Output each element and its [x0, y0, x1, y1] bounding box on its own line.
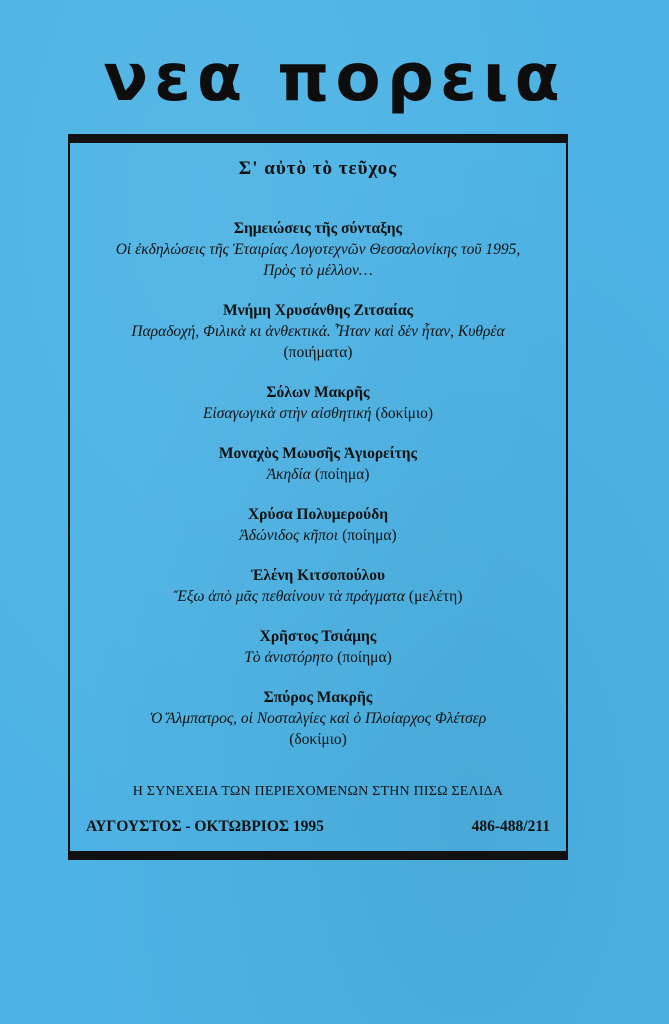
contents-heading: Σ' αὐτὸ τὸ τεῦχος — [238, 158, 398, 179]
toc-entry — [100, 382, 536, 424]
entry-author: Σπύρος Μακρῆς — [263, 689, 373, 706]
entry-title: Ἀκηδία — [266, 466, 311, 483]
entry-title: Ἔξω ἀπὸ μᾶς πεθαίνουν τὰ πράγματα — [173, 588, 405, 605]
entry-title: Παραδοχή, Φιλικὰ κι ἀνθεκτικά. Ἦταν καὶ δὲν ἦταν, Κυθρέα — [131, 323, 505, 340]
entry-genre: (δοκίμιο) — [289, 731, 347, 748]
entry-title: Εἰσαγωγικὰ στὴν αἰσθητική — [202, 405, 372, 422]
toc-entry — [100, 504, 536, 546]
entry-author: Μνήμη Χρυσάνθης Ζιτσαίας — [222, 302, 414, 319]
entry-author: Σόλων Μακρῆς — [266, 384, 370, 401]
entry-author: Ἑλένη Κιτσοπούλου — [250, 567, 386, 584]
toc-entry — [100, 626, 536, 668]
entry-title: Τὸ ἀνιστόρητο — [244, 649, 334, 666]
entry-genre: (ποίημα) — [314, 466, 370, 483]
entry-author: Χρῆστος Τσιάμης — [259, 628, 377, 645]
top-rule — [68, 134, 568, 143]
table-of-contents — [100, 218, 536, 769]
toc-entry — [100, 300, 536, 363]
entry-title: Ἀδώνιδος κῆποι — [239, 527, 339, 544]
toc-entry — [100, 687, 536, 750]
entry-genre: (ποίημα) — [337, 649, 392, 666]
issue-number: 486-488/211 — [471, 818, 550, 835]
bottom-rule — [68, 851, 568, 860]
entry-genre: (δοκίμιο) — [375, 405, 434, 422]
issue-footer — [86, 818, 550, 836]
entry-author: Σημειώσεις τῆς σύνταξης — [233, 220, 403, 237]
toc-entry — [100, 218, 536, 281]
entry-genre: (ποίημα) — [342, 527, 397, 544]
magazine-title: νεα πορεια — [103, 39, 566, 116]
toc-entry — [100, 443, 536, 485]
issue-date: ΑΥΓΟΥΣΤΟΣ - ΟΚΤΩΒΡΙΟΣ 1995 — [86, 818, 324, 835]
toc-entry — [100, 565, 536, 607]
entry-title: Οἱ ἐκδηλώσεις τῆς Ἑταιρίας Λογοτεχνῶν Θεσσαλονίκης τοῦ 1995, Πρὸς τὸ μέλλον… — [115, 241, 521, 279]
entry-author: Χρύσα Πολυμερούδη — [247, 506, 389, 523]
entry-genre: (μελέτη) — [408, 588, 463, 605]
entry-genre: (ποιήματα) — [283, 344, 353, 361]
entry-title: Ὁ Ἄλμπατρος, οἱ Νοσταλγίες καὶ ὁ Πλοίαρχος Φλέτσερ — [149, 710, 487, 727]
entry-author: Μοναχὸς Μωυσῆς Ἁγιορείτης — [218, 445, 418, 462]
continued-note: Η ΣΥΝΕΧΕΙΑ ΤΩΝ ΠΕΡΙΕΧΟΜΕΝΩΝ ΣΤΗΝ ΠΙΣΩ ΣΕΛΙΔΑ — [132, 784, 504, 799]
